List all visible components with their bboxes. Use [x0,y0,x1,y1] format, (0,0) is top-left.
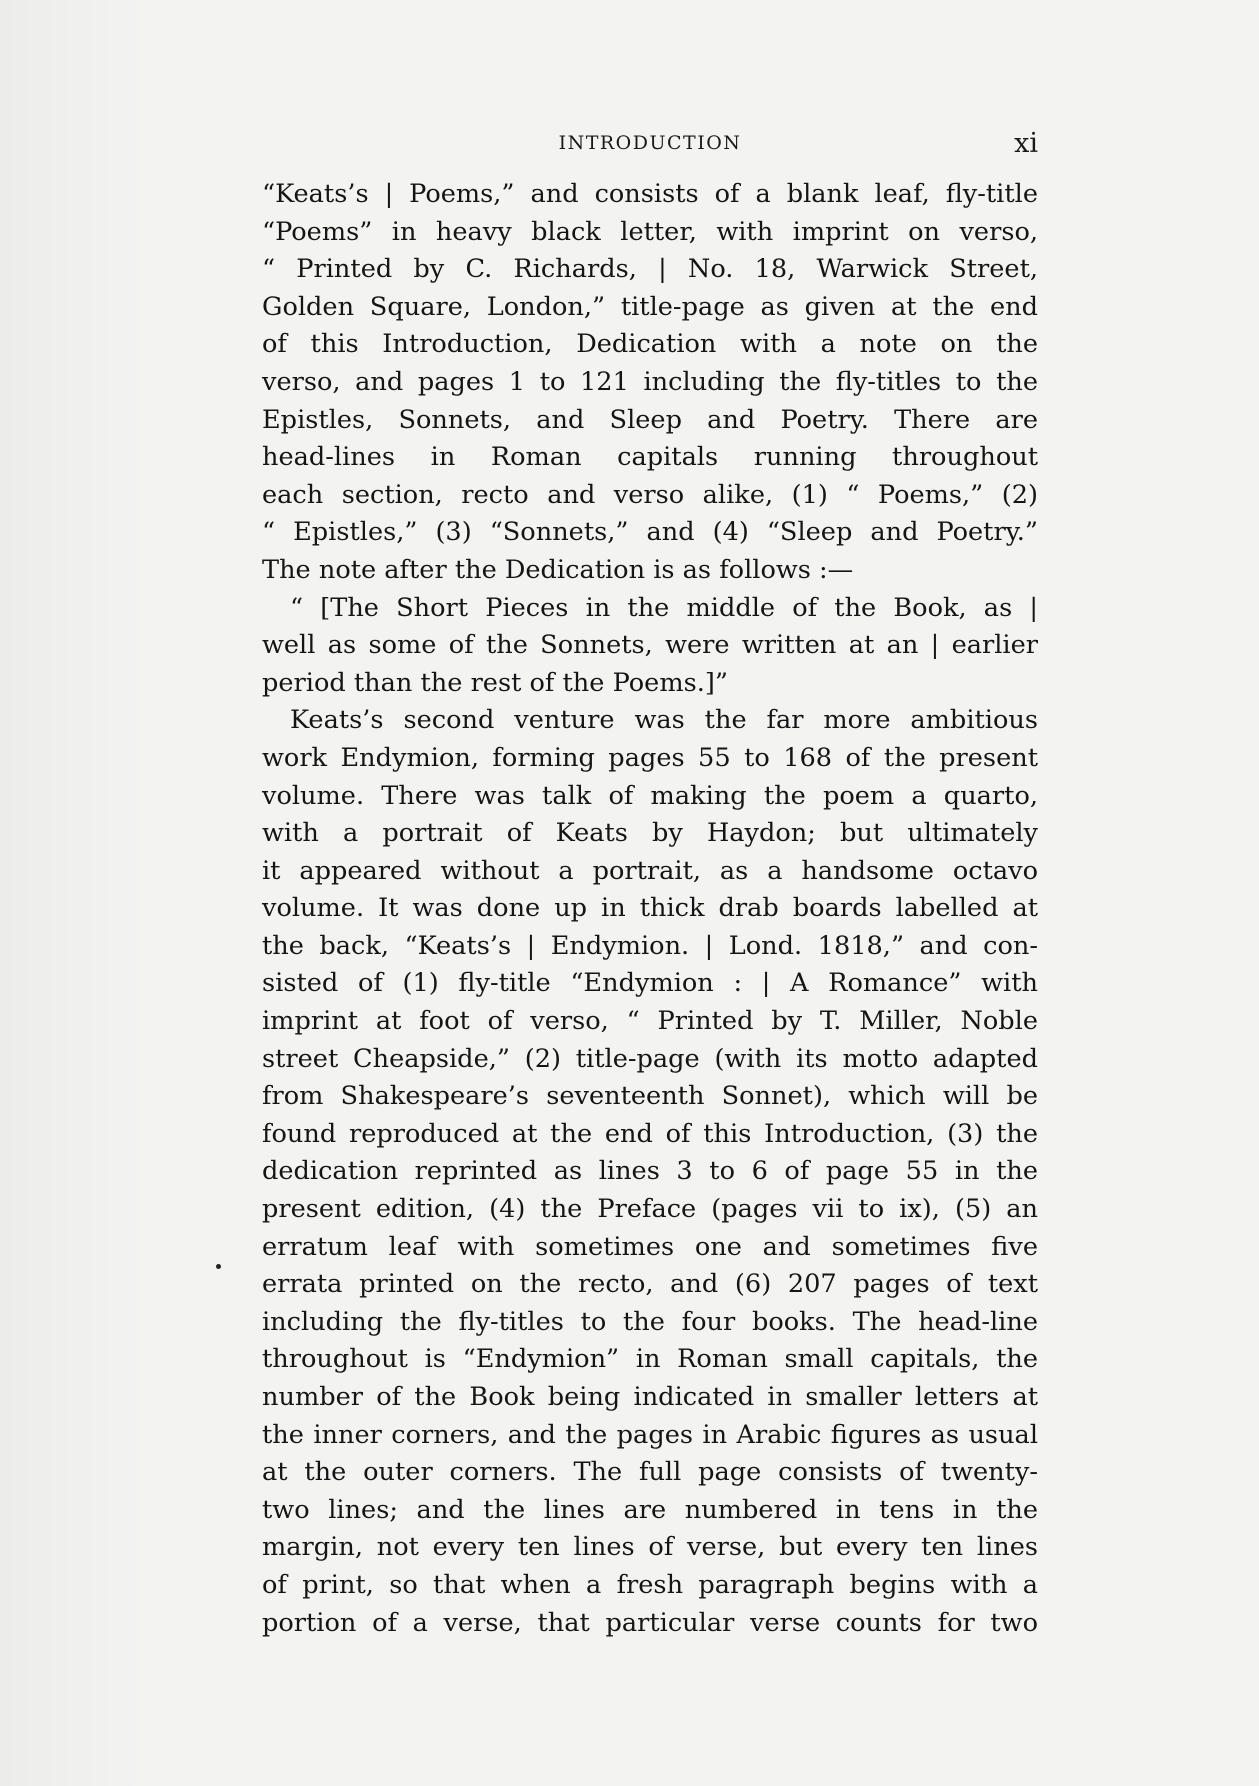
page-number: xi [1014,128,1038,159]
text-line: “Poems” in heavy black letter, with imprint on verso, [262,216,1038,247]
quote-line: well as some of the Sonnets, were written at an | earlier [262,630,1038,661]
body-text [262,176,1038,1642]
text-line: head-lines in Roman capitals running throughout [262,442,1038,473]
text-line: the inner corners, and the pages in Arabic figures as usual [262,1419,1038,1450]
text-line: with a portrait of Keats by Haydon; but ultimately [262,818,1038,849]
text-line: Epistles, Sonnets, and Sleep and Poetry. There are [262,404,1038,435]
text-line: street Cheapside,” (2) title-page (with its motto adapted [262,1043,1038,1074]
margin-mark [216,1264,221,1269]
text-line: it appeared without a portrait, as a handsome octavo [262,855,1038,886]
text-line: present edition, (4) the Preface (pages vii to ix), (5) an [262,1194,1038,1225]
text-line: erratum leaf with sometimes one and sometimes five [262,1231,1038,1262]
text-line: at the outer corners. The full page consists of twenty- [262,1457,1038,1488]
text-line: work Endymion, forming pages 55 to 168 of the present [262,742,1038,773]
text-line: dedication reprinted as lines 3 to 6 of page 55 in the [262,1156,1038,1187]
text-line: the back, “Keats’s | Endymion. | Lond. 1818,” and con- [262,930,1038,961]
text-line: verso, and pages 1 to 121 including the fly-titles to the [262,366,1038,397]
text-line: “ Epistles,” (3) “Sonnets,” and (4) “Sleep and Poetry.” [262,517,1038,548]
gutter-shadow [0,0,140,1786]
text-line: of print, so that when a fresh paragraph begins with a [262,1569,1038,1600]
text-line: from Shakespeare’s seventeenth Sonnet), which will be [262,1081,1038,1112]
text-line: of this Introduction, Dedication with a note on the [262,329,1038,360]
text-line: errata printed on the recto, and (6) 207 pages of text [262,1269,1038,1300]
text-line: volume. There was talk of making the poem a quarto, [262,780,1038,811]
running-title: INTRODUCTION [558,132,742,154]
quote-line: “ [The Short Pieces in the middle of the Book, as | [290,592,1038,623]
text-line: The note after the Dedication is as follows :— [262,554,854,585]
text-line: each section, recto and verso alike, (1) “ Poems,” (2) [262,479,1038,510]
text-line: “ Printed by C. Richards, | No. 18, Warwick Street, [262,254,1038,285]
text-line: margin, not every ten lines of verse, but every ten lines [262,1532,1038,1563]
text-line: including the fly-titles to the four books. The head-line [262,1306,1038,1337]
text-line: found reproduced at the end of this Introduction, (3) the [262,1118,1038,1149]
paragraph-start-line: Keats’s second venture was the far more ambitious [290,705,1038,736]
text-line: imprint at foot of verso, “ Printed by T. Miller, Noble [262,1006,1038,1037]
text-line: throughout is “Endymion” in Roman small capitals, the [262,1344,1038,1375]
text-line: sisted of (1) fly-title “Endymion : | A Romance” with [262,968,1038,999]
text-line: number of the Book being indicated in smaller letters at [262,1382,1038,1412]
text-line: “Keats’s | Poems,” and consists of a blank leaf, fly-title [262,179,1038,209]
text-line: volume. It was done up in thick drab boards labelled at [262,893,1038,924]
quote-line: period than the rest of the Poems.]” [262,667,728,698]
running-head [262,128,1038,162]
text-line: portion of a verse, that particular verse counts for two [262,1607,1038,1638]
text-line: two lines; and the lines are numbered in tens in the [262,1494,1038,1525]
text-line: Golden Square, London,” title-page as given at the end [262,291,1038,322]
